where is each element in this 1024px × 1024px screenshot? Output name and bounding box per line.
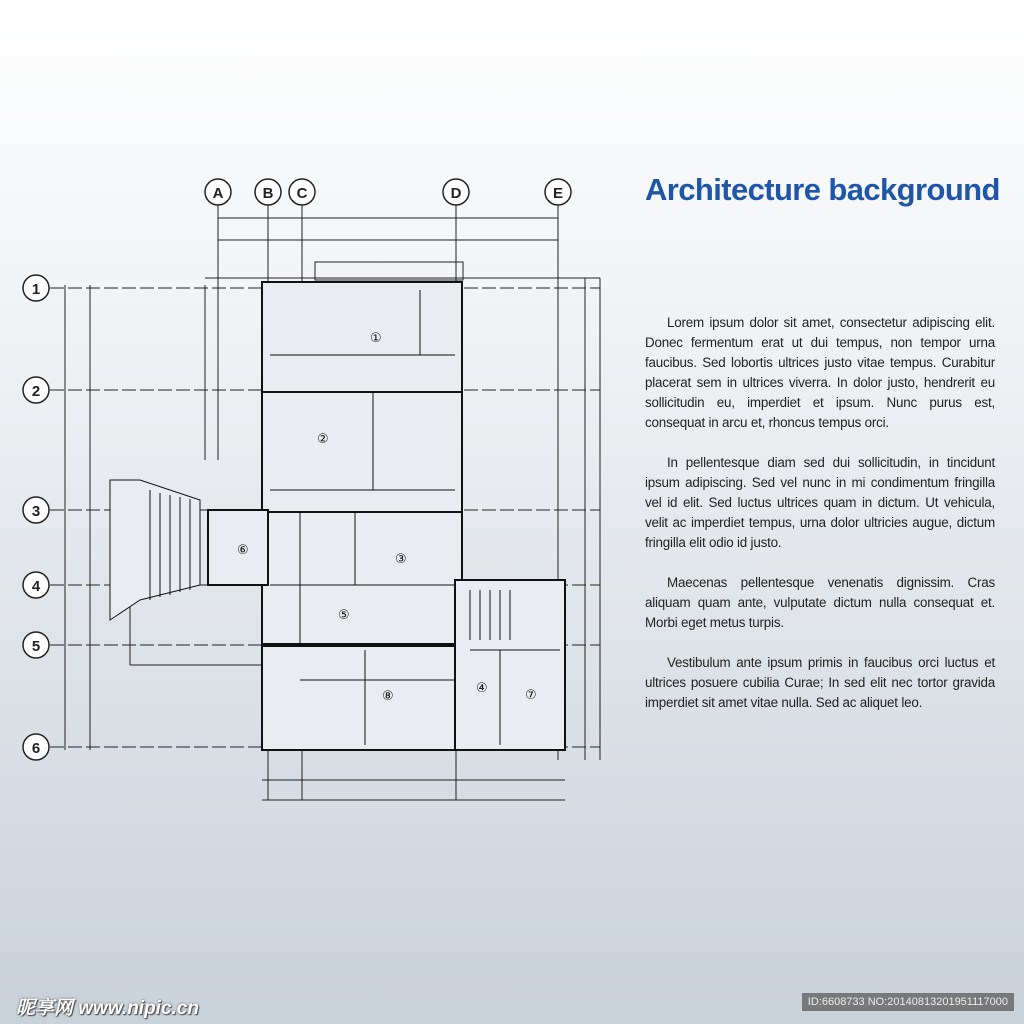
watermark-id: ID:6608733 NO:20140813201951117000 [802,993,1014,1011]
room-tag-2: ② [317,432,329,447]
axis-bubble-a [205,179,231,205]
svg-text:1: 1 [31,281,41,298]
axis-bubble-3 [23,497,49,523]
svg-text:E: E [552,185,564,202]
room-tag-8: ⑧ [382,689,394,704]
room-tag-6: ⑥ [237,543,249,558]
svg-text:3: 3 [31,503,41,520]
svg-text:6: 6 [31,740,41,757]
room-1-wall [262,282,462,392]
paragraph-2: In pellentesque diam sed dui sollicitudin, in tincidunt ipsum adipiscing. Sed vel nunc in mi condimentum fringilla vel id elit. Sed luctus ultrices quam in dictum. Ut vehicula, velit ac imperdiet tempus, urna dolor ultricies augue, dictum fringilla elit odio id justo. [645,455,995,550]
room-3-wall [262,512,462,644]
paragraph-4: Vestibulum ante ipsum primis in faucibus orci luctus et ultrices posuere cubilia Curae; In sed elit nec tortor gravida imperdiet sit amet vitae nulla. Sed ac aliquet leo. [645,655,995,710]
axis-bubble-4 [23,572,49,598]
axis-bubble-2 [23,377,49,403]
axis-bubble-c [289,179,315,205]
paragraph-1: Lorem ipsum dolor sit amet, consectetur adipiscing elit. Donec fermentum erat ut dui tempus, non tempor urna faucibus. Sed lobortis ultrices justo vitae tempus. Curabitur placerat sem in ultrices viverra. In dolor justo, hendrerit eu sollicitudin eu, imperdiet et ipsum. Nunc purus est, consequat in arcu et, rhoncus tempus orci. [645,315,995,430]
room-tag-3: ③ [395,552,407,567]
body-text [645,313,995,733]
room-tag-5: ⑤ [338,608,350,623]
axis-bubble-1 [23,275,49,301]
axis-bubble-6 [23,734,49,760]
room-2-wall [262,392,462,512]
watermark-site: 昵享网 www.nipic.cn [16,998,199,1019]
svg-text:2: 2 [31,383,41,400]
column-axes [205,179,571,205]
axis-bubble-5 [23,632,49,658]
paragraph-3: Maecenas pellentesque venenatis dignissim. Cras aliquam quam ante, vulputate dictum nulla consequat et. Morbi eget metus turpis. [645,575,995,630]
axis-bubble-d [443,179,469,205]
svg-text:D: D [450,185,462,202]
room-tag-4: ④ [476,681,488,696]
page-title: Architecture background [645,172,1000,207]
room-tag-7: ⑦ [525,688,537,703]
svg-text:A: A [212,185,224,202]
svg-text:5: 5 [31,638,41,655]
svg-text:C: C [296,185,308,202]
row-axes [23,275,49,760]
axis-bubble-e [545,179,571,205]
svg-text:4: 4 [31,578,41,595]
room-tag-1: ① [370,331,382,346]
room-4-wall [262,646,462,750]
axis-bubble-b [255,179,281,205]
svg-text:B: B [262,185,274,202]
